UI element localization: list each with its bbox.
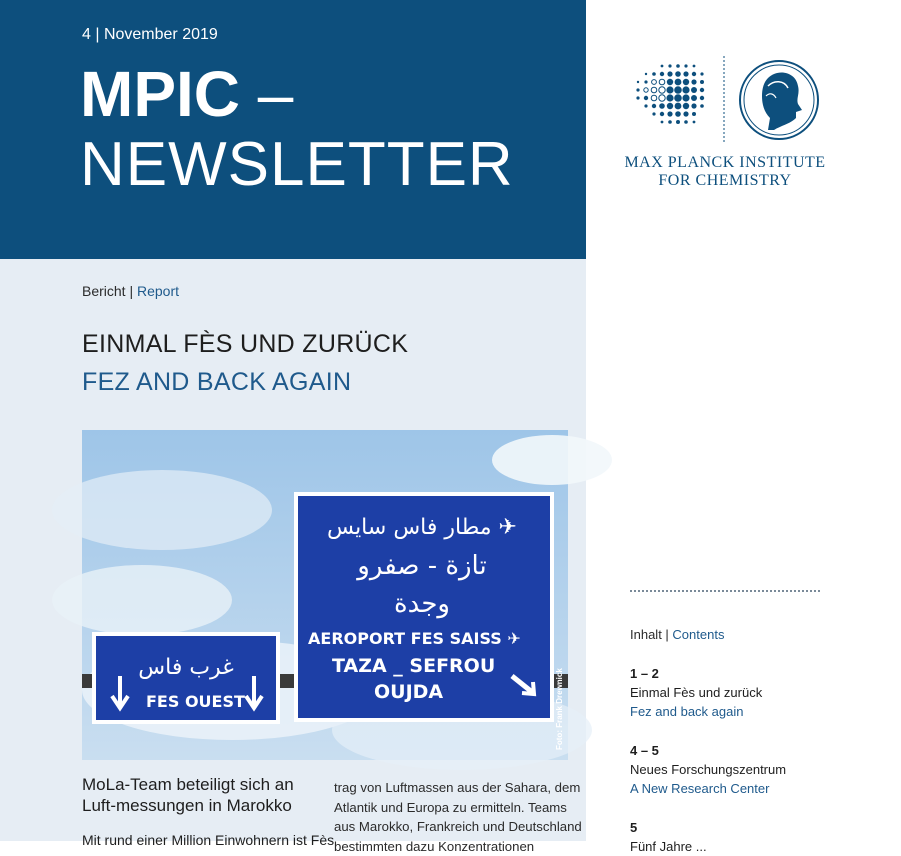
sign-arabic-3: وجدة [394,589,450,619]
toc-pages: 5 [630,818,860,837]
toc-item[interactable] [630,741,860,798]
toc-pages: 1 – 2 [630,664,860,683]
institute-name [590,154,860,190]
rubric-en: Report [137,283,179,299]
mpic-logo [628,56,828,146]
toc-heading-sep: | [662,627,673,642]
toc-item[interactable] [630,818,860,856]
sign-latin-3: OUJDA [374,681,443,703]
toc-heading [630,627,724,642]
headline-en: FEZ AND BACK AGAIN [82,368,351,397]
rubric-sep: | [126,283,137,299]
dot-grid-icon [628,56,828,146]
toc-item[interactable] [630,664,860,721]
rubric-de: Bericht [82,283,126,299]
sign-arabic-2: تازة - صفرو [355,551,486,581]
newsletter-title-line2: NEWSLETTER [80,134,514,196]
small-sign-arabic: غرب فاس [138,655,233,680]
institute-name-line2: FOR CHEMISTRY [590,172,860,190]
article-photo [82,430,568,760]
toc-title-en: A New Research Center [630,779,860,798]
issue-date: 4 | November 2019 [82,26,218,44]
toc-heading-de: Inhalt [630,627,662,642]
article-body-start: Mit rund einer Million Einwohnern ist Fès [82,832,322,848]
toc-title-de: Einmal Fès und zurück [630,683,860,702]
article-column-2 [334,778,568,856]
column-line: aus Marokko, Frankreich und Deutschland [334,817,568,837]
photo-credit: Foto: Frank Drewnick [555,668,564,750]
title-dash: – [240,58,293,130]
column-line: trag von Luftmassen aus der Sahara, dem [334,778,568,798]
column-line: bestimmten dazu Konzentrationen [334,837,568,856]
minerva-seal-icon [740,61,818,139]
article-subhead: MoLa-Team beteiligt sich an Luft-messungen in Marokko [82,774,322,816]
toc-pages: 4 – 5 [630,741,860,760]
headline-de: EINMAL FÈS UND ZURÜCK [82,330,408,359]
column-line: Atlantik und Europa zu ermitteln. Teams [334,798,568,818]
sign-latin-1: AEROPORT FES SAISS ✈ [308,629,521,648]
toc-heading-en: Contents [672,627,724,642]
toc-title-en: Fez and back again [630,702,860,721]
title-mpic: MPIC [80,58,240,130]
sign-arabic-1: ✈ مطار فاس سايس [327,515,517,540]
toc-title-de: Neues Forschungszentrum [630,760,860,779]
masthead [0,0,586,259]
institute-name-line1: MAX PLANCK INSTITUTE [590,154,860,172]
newsletter-title [80,62,293,126]
small-sign-latin: FES OUEST [146,692,245,711]
toc-divider [630,590,820,592]
toc-title-de: Fünf Jahre ... [630,837,860,856]
rubric [82,283,179,299]
sign-latin-2: TAZA _ SEFROU [332,655,495,677]
